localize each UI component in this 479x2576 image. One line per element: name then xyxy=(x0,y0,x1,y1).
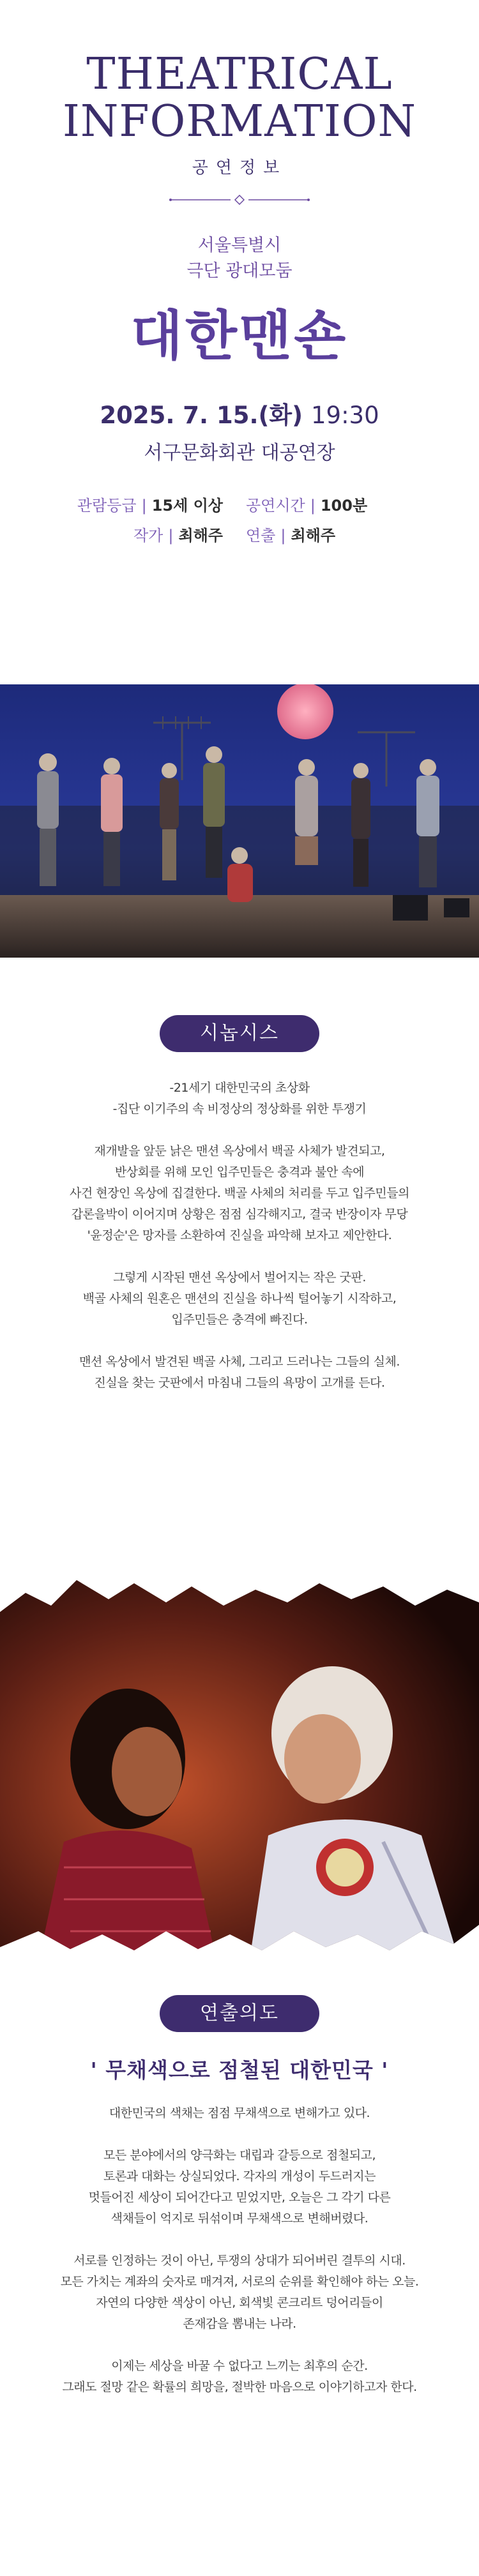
text-line: 서로를 인정하는 것이 아닌, 투쟁의 상대가 되어버린 결투의 시대. xyxy=(73,2254,406,2268)
text-line: '윤정순'은 망자를 소환하여 진실을 파악해 보자고 제안한다. xyxy=(87,1228,392,1242)
info-grid xyxy=(61,493,418,545)
text-line: 자연의 다양한 색상이 아닌, 회색빛 콘크리트 덩어리들이 xyxy=(96,2296,383,2310)
director-headline: ' 무채색으로 점철된 대한민국 ' xyxy=(90,2058,389,2083)
text-line: 재개발을 앞둔 낡은 맨션 옥상에서 백골 사체가 발견되고, xyxy=(94,1144,385,1158)
director-paragraph xyxy=(0,2145,479,2229)
info-rating-label: 관람등급 xyxy=(77,497,137,515)
show-venue: 서구문화회관 대공연장 xyxy=(144,442,335,464)
synopsis-section xyxy=(0,1015,479,1415)
stage-photo xyxy=(0,684,479,958)
info-runtime xyxy=(240,493,418,515)
director-text xyxy=(0,2103,479,2398)
director-section xyxy=(0,1995,479,2419)
text-line: 맨션 옥상에서 발견된 백골 사체, 그리고 드러나는 그들의 실체. xyxy=(79,1355,400,1369)
text-line: 사건 현장인 옥상에 집결한다. 백골 사체의 처리를 두고 입주민들의 xyxy=(70,1186,409,1200)
text-line: 그렇게 시작된 맨션 옥상에서 벌어지는 작은 굿판. xyxy=(113,1270,366,1284)
ornament-divider-icon xyxy=(169,195,310,205)
text-line: 토론과 대화는 상실되었다. 각자의 개성이 두드러지는 xyxy=(103,2169,376,2183)
info-separator: | xyxy=(141,497,147,515)
show-date xyxy=(0,396,479,430)
show-time: 19:30 xyxy=(310,402,379,429)
close-up-photo xyxy=(0,1567,479,1963)
text-line: 모든 가치는 계좌의 숫자로 매겨져, 서로의 순위를 확인해야 하는 오늘. xyxy=(60,2275,419,2289)
show-date-value: 2025. 7. 15.(화) xyxy=(100,402,303,429)
text-line: 그래도 절망 같은 확률의 희망을, 절박한 마음으로 이야기하고자 한다. xyxy=(62,2380,417,2394)
info-runtime-value: 100분 xyxy=(320,497,368,515)
synopsis-text xyxy=(0,1078,479,1394)
info-rating-value: 15세 이상 xyxy=(151,497,223,515)
synopsis-paragraph xyxy=(0,1352,479,1394)
text-line: 갑론을박이 이어지며 상황은 점점 심각해지고, 결국 반장이자 무당 xyxy=(71,1207,408,1221)
text-line: -집단 이기주의 속 비정상의 정상화를 위한 투쟁기 xyxy=(112,1102,367,1116)
info-separator: | xyxy=(168,527,174,545)
synopsis-heading: 시놉시스 xyxy=(160,1015,319,1052)
info-separator: | xyxy=(280,527,286,545)
director-paragraph xyxy=(0,2250,479,2335)
director-paragraph xyxy=(0,2356,479,2398)
text-line: 색채들이 억지로 뒤섞이며 무채색으로 변해버렸다. xyxy=(110,2211,369,2226)
info-rating xyxy=(61,493,240,515)
text-line: 백골 사체의 원혼은 맨션의 진실을 하나씩 털어놓기 시작하고, xyxy=(82,1292,397,1306)
info-director-label: 연출 xyxy=(246,527,276,545)
header-title-line2: INFORMATION xyxy=(63,96,416,147)
header-title-line1: THEATRICAL xyxy=(86,49,393,100)
text-line: 진실을 찾는 굿판에서 마침내 그들의 욕망이 고개를 든다. xyxy=(94,1376,385,1390)
organizer-company: 극단 광대모둠 xyxy=(186,261,293,281)
text-line: 입주민들은 충격에 빠진다. xyxy=(171,1313,308,1327)
text-line: 반상회를 위해 모인 입주민들은 충격과 불안 속에 xyxy=(114,1165,365,1179)
show-title: 대한맨숀 xyxy=(130,305,349,367)
info-writer-value: 최해주 xyxy=(178,527,223,545)
info-director-value: 최해주 xyxy=(291,527,336,545)
info-director xyxy=(240,523,418,545)
text-line: 이제는 세상을 바꿀 수 없다고 느끼는 최후의 순간. xyxy=(111,2359,368,2373)
director-heading: 연출의도 xyxy=(160,1995,319,2032)
organizer xyxy=(0,233,479,284)
info-runtime-label: 공연시간 xyxy=(246,497,305,515)
info-writer-label: 작가 xyxy=(133,527,163,545)
text-line: 모든 분야에서의 양극화는 대립과 갈등으로 점철되고, xyxy=(103,2148,376,2162)
info-writer xyxy=(61,523,240,545)
director-paragraph xyxy=(0,2103,479,2124)
text-line: 존재감을 뽐내는 나라. xyxy=(183,2317,296,2331)
synopsis-paragraph xyxy=(0,1078,479,1120)
header-title xyxy=(0,0,479,146)
text-line: 대한민국의 색채는 점점 무채색으로 변해가고 있다. xyxy=(109,2106,370,2120)
synopsis-paragraph xyxy=(0,1141,479,1246)
text-line: 멋들어진 세상이 되어간다고 믿었지만, 오늘은 그 각기 다른 xyxy=(88,2190,391,2204)
header-subtitle: 공연정보 xyxy=(192,158,287,177)
info-separator: | xyxy=(310,497,316,515)
text-line: -21세기 대한민국의 초상화 xyxy=(169,1081,310,1095)
synopsis-paragraph xyxy=(0,1267,479,1330)
organizer-city: 서울특별시 xyxy=(197,236,282,255)
